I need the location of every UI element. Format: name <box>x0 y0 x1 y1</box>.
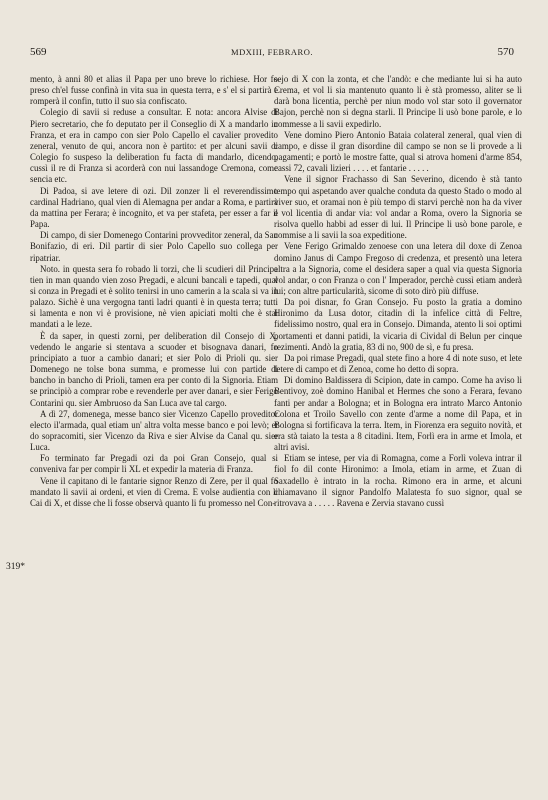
paragraph: Da poi disnar, fo Gran Consejo. Fu posto la gratia a domino Hironimo da Lusa dotor, citadin di la infelice città di Feltre, fidelissimo nostro, qual era in Consejo. Dimanda, atento li soi optimi portamenti et danni patidi, la vicaria di Cividal di Belun per cinque rezimenti. Andò la gratia, 83 di no, 900 de sì, e fu presa. <box>274 297 522 352</box>
paragraph: A dì 27, domenega, messe banco sier Vicenzo Capello proveditor electo il'armada, qual etiam un' altra volta messe banco e poi levò; et do sopracomiti, sier Vicenzo da Riva e sier Alvise da Canal qu. sier Luca. <box>30 408 278 453</box>
paragraph: Vene Ferigo Grimaldo zenoese con una letera dil doxe di Zenoa domino Janus di Campo Fregoso di credenza, et presentò una letera altra a la Signoria, come el desidera saper a qual via questa Signoria vol andar, o con Franza o con l' Imperador, perchè cussì etiam anderà lui; con altre particularità, sicome di soto dirò più diffuse. <box>274 241 522 296</box>
page-number-left: 569 <box>30 46 47 58</box>
paragraph: Vene il capitano di le fantarie signor Renzo di Zere, per il qual fo mandato li savii ai ordeni, et vien di Crema. E volse audientia con li Cai di X, et disse che li fosse observà quanto li fu promesso nel Con- <box>30 475 278 508</box>
left-column <box>30 74 278 509</box>
page-header <box>30 46 514 62</box>
paragraph: Fo terminato far Pregadi ozi da poi Gran Consejo, qual si conveniva far per compir li XL et expedir la materia di Franza. <box>30 453 278 475</box>
paragraph: Di domino Baldissera di Scipion, date in campo. Come ha aviso li Bentivoy, zoè domino Hanibal et Hermes che sono a Ferara, fevano fanti per andar a Bologna; et in Bologna era intrato Marco Antonio Colona et Troilo Savello con zente d'arme a nome dil Papa, et in Bologna si fortificava la terra. Item, in Fiorenza era seguito novità, et era stà taiato la testa a 8 citadini. Item, Forlì era in arme et Imola, et altri avisi. <box>274 375 522 453</box>
running-title: MDXIII, FEBRARO. <box>231 47 313 57</box>
paragraph: Vene il signor Frachasso di San Severino, dicendo è stà tanto tempo qui aspetando aver qualche conduta da questo Stado o modo al viver suo, et oramai non è più tempo di starvi perchè non ha da viver e vol licentia di andar via: vol andar a Roma, overo la Signoria se risolva quello habbi ad esser di lui. Il Principe li usò bone parole, e commise a li savii la soa expeditione. <box>274 174 522 241</box>
paragraph: Di campo, di sier Domenego Contarini provveditor zeneral, da San Bonifazio, di eri. Dil partir di sier Polo Capello suo collega per ripatriar. <box>30 230 278 263</box>
right-column <box>274 74 522 509</box>
page-number-right: 570 <box>497 46 514 58</box>
paragraph: Etiam se intese, per via di Romagna, come a Forlì voleva intrar il fiol fo dil conte Hironimo: a Imola, etiam in arme, et Zuan di Saxadello è intrato in la rocha. Rimono era in arme, et alcuni chiamavano il signor Pandolfo Malatesta fo suo signor, qual se ritrovava a . . . . . Ravena e Zervia stavano cussì <box>274 453 522 508</box>
margin-folio-note: 319* <box>6 562 25 572</box>
paragraph: Di Padoa, si ave letere di ozi. Dil zonzer li el reverendissimo cardinal Hadriano, qual vien di Alemagna per andar a Roma, e partirà da mattina per Ferara; è incognito, et va per stafeta, per esser a far il Papa. <box>30 185 278 230</box>
paragraph: mento, à anni 80 et alias il Papa per uno breve lo richiese. Hor fo preso ch'el fusse confinà in vita sua in questa terra, e s' el si partirà e romperà il confin, tutto il suo sia confiscato. <box>30 74 278 107</box>
paragraph: Vene domino Piero Antonio Bataia colateral zeneral, qual vien di campo, e disse il gran disordine dil campo se non se li provede a li pagamenti; e portò le mostre fatte, qual si atrova homeni d'arme 854, cassi 72, cavali lizieri . . . . et fantarie . . . . . <box>274 129 522 174</box>
paragraph: Noto. in questa sera fo robado li torzi, che li scudieri dil Principe tien in man quando vien zoso Pregadi, e alcuni bancali e tapedi, qual si conza in Pregadi et è solito tenirsi in uno camerin a la scala si va in palazo. Sichè è una vergogna tanti ladri quanti è in questa terra; tutti si lamenta e non vi è provisione, nè vien apiciati molti che è stai mandati a le leze. <box>30 263 278 330</box>
paragraph: È da saper, in questi zorni, per deliberation dil Consejo di X, vedendo le angarie si stentava a scuoder et bisognava danari, fo principiato a tuor a cambio danari; et sier Polo di Prioli qu. sier Domenego ne tolse bona summa, e promesse lui con partide di bancho in bancho di Prioli, tamen era per conto di la Signoria. Etiam se principiò a comprar robe e revenderle per aver danari, e sier Ferigo Contarini qu. sier Ambruoso da San Luca ave tal cargo. <box>30 330 278 408</box>
paragraph: sejo di X con la zonta, et che l'andò: e che mediante lui si ha auto Crema, et vol li sia mantenuto quanto li è stà promesso, aliter se li darà bona licentia, perchè per niun modo vol star soto il governator Bajon, perchè non si degna starli. Il Principe li usò bone parole, e lo commesse a li savii expedirlo. <box>274 74 522 129</box>
paragraph: Colegio di savii si reduse a consultar. E nota: ancora Alvise di Piero secretario, che fo deputato per il Conseglio di X a mandarlo in Franza, et era in campo con sier Polo Capello el cavalier provedito zeneral, venuto de qui, ancora non è partito: et per alcuni savii di Colegio fo suspeso la deliberation fu facta di mandarlo, dicendo, cussì il re di Franza si acorderà con nui lassandoge Cremona, come sencia etc. <box>30 107 278 185</box>
paragraph: Da poi rimase Pregadi, qual stete fino a hore 4 di note suso, et lete letere di campo et di Zenoa, come ho detto di sopra. <box>274 352 522 375</box>
